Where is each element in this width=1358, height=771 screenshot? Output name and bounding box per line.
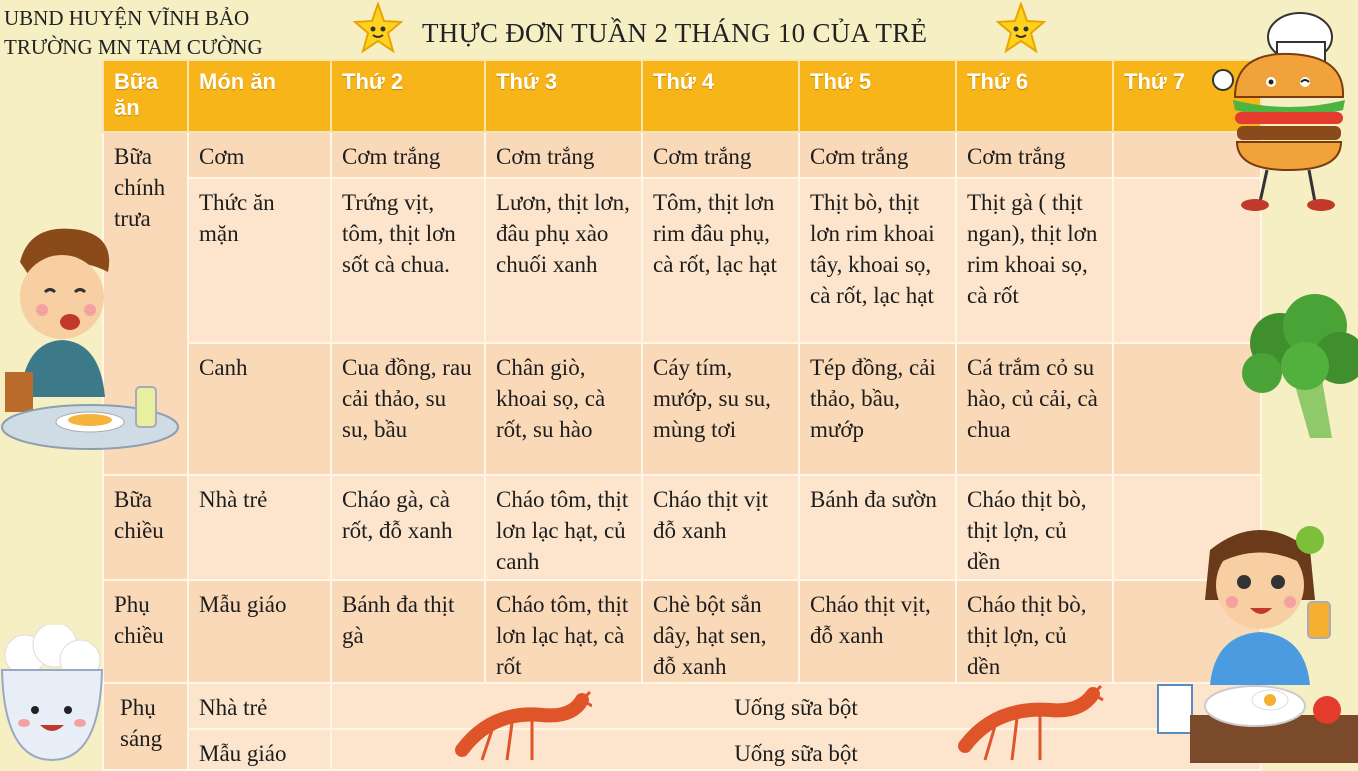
menu-cell: Thịt bò, thịt lơn rim khoai tây, khoai sọ, cà rốt, lạc hạt xyxy=(799,178,956,343)
dish-cell: Cơm xyxy=(188,132,331,178)
menu-cell: Cua đồng, rau cải thảo, su su, bầu xyxy=(331,343,485,475)
menu-cell: Tép đồng, cải thảo, bầu, mướp xyxy=(799,343,956,475)
star-icon xyxy=(996,2,1046,58)
menu-cell: Trứng vịt, tôm, thịt lơn sốt cà chua. xyxy=(331,178,485,343)
broccoli-icon xyxy=(1240,288,1358,440)
menu-cell: Cơm trắng xyxy=(331,132,485,178)
column-header: Thứ 6 xyxy=(956,60,1113,132)
column-header: Bữa ăn xyxy=(103,60,188,132)
menu-cell: Uống sữa bột xyxy=(331,683,1261,729)
menu-cell: Cơm trắng xyxy=(799,132,956,178)
rice-bowl-icon xyxy=(0,625,105,763)
weekly-menu-table xyxy=(102,59,1262,771)
meal-cell: Phụ chiều xyxy=(103,580,188,683)
menu-cell: Thịt gà ( thịt ngan), thịt lơn rim khoai sọ, cà rốt xyxy=(956,178,1113,343)
boy-eating-icon xyxy=(0,222,180,472)
meal-cell: Bữa chính trưa xyxy=(103,132,188,475)
table-row xyxy=(103,580,1261,683)
meal-cell: Phụ sáng xyxy=(103,683,188,770)
menu-cell: Cháo thịt vịt, đỗ xanh xyxy=(799,580,956,683)
menu-cell: Chè bột sắn dây, hạt sen, đỗ xanh xyxy=(642,580,799,683)
table-row xyxy=(103,475,1261,580)
table-header-row xyxy=(103,60,1261,132)
shrimp-icon xyxy=(955,684,1105,763)
menu-cell: Cơm trắng xyxy=(956,132,1113,178)
column-header: Thứ 3 xyxy=(485,60,642,132)
menu-cell: Lươn, thịt lơn, đâu phụ xào chuối xanh xyxy=(485,178,642,343)
shrimp-icon xyxy=(452,690,592,763)
dish-cell: Canh xyxy=(188,343,331,475)
page-title: THỰC ĐƠN TUẦN 2 THÁNG 10 CỦA TRẺ xyxy=(422,18,928,48)
org-line-2: TRƯỜNG MN TAM CƯỜNG xyxy=(4,35,263,59)
dish-cell: Nhà trẻ xyxy=(188,475,331,580)
school-header xyxy=(4,4,263,62)
dish-cell: Mẫu giáo xyxy=(188,580,331,683)
menu-cell: Cháo thịt vịt đỗ xanh xyxy=(642,475,799,580)
menu-cell: Cháo tôm, thịt lơn lạc hạt, cà rốt xyxy=(485,580,642,683)
menu-cell: Cháo tôm, thịt lơn lạc hạt, củ canh xyxy=(485,475,642,580)
menu-cell: Bánh đa thịt gà xyxy=(331,580,485,683)
menu-cell: Tôm, thịt lơn rim đâu phụ, cà rốt, lạc hạt xyxy=(642,178,799,343)
table-row xyxy=(103,343,1261,475)
column-header: Thứ 2 xyxy=(331,60,485,132)
menu-cell: Cá trắm cỏ su hào, củ cải, cà chua xyxy=(956,343,1113,475)
column-header: Thứ 4 xyxy=(642,60,799,132)
menu-cell: Bánh đa sườn xyxy=(799,475,956,580)
dish-cell: Thức ăn mặn xyxy=(188,178,331,343)
menu-cell: Cháo thịt bò, thịt lợn, củ dền xyxy=(956,580,1113,683)
menu-cell xyxy=(1113,343,1261,475)
menu-cell: Uống sữa bột xyxy=(331,729,1261,770)
column-header: Thứ 7 xyxy=(1113,60,1261,132)
column-header: Món ăn xyxy=(188,60,331,132)
menu-cell: Cáy tím, mướp, su su, mùng tơi xyxy=(642,343,799,475)
org-line-1: UBND HUYỆN VĨNH BẢO xyxy=(4,6,250,30)
menu-cell: Cháo thịt bò, thịt lợn, củ dền xyxy=(956,475,1113,580)
menu-cell: Cơm trắng xyxy=(485,132,642,178)
table-row xyxy=(103,178,1261,343)
table-row xyxy=(103,132,1261,178)
dish-cell: Mẫu giáo xyxy=(188,729,331,770)
girl-eating-icon xyxy=(1150,510,1358,763)
column-header: Thứ 5 xyxy=(799,60,956,132)
star-icon xyxy=(353,2,403,58)
menu-cell: Cháo gà, cà rốt, đỗ xanh xyxy=(331,475,485,580)
dish-cell: Nhà trẻ xyxy=(188,683,331,729)
meal-cell: Bữa chiều xyxy=(103,475,188,580)
menu-cell: Cơm trắng xyxy=(642,132,799,178)
menu-cell: Chân giò, khoai sọ, cà rốt, su hào xyxy=(485,343,642,475)
burger-chef-icon xyxy=(1205,2,1355,217)
